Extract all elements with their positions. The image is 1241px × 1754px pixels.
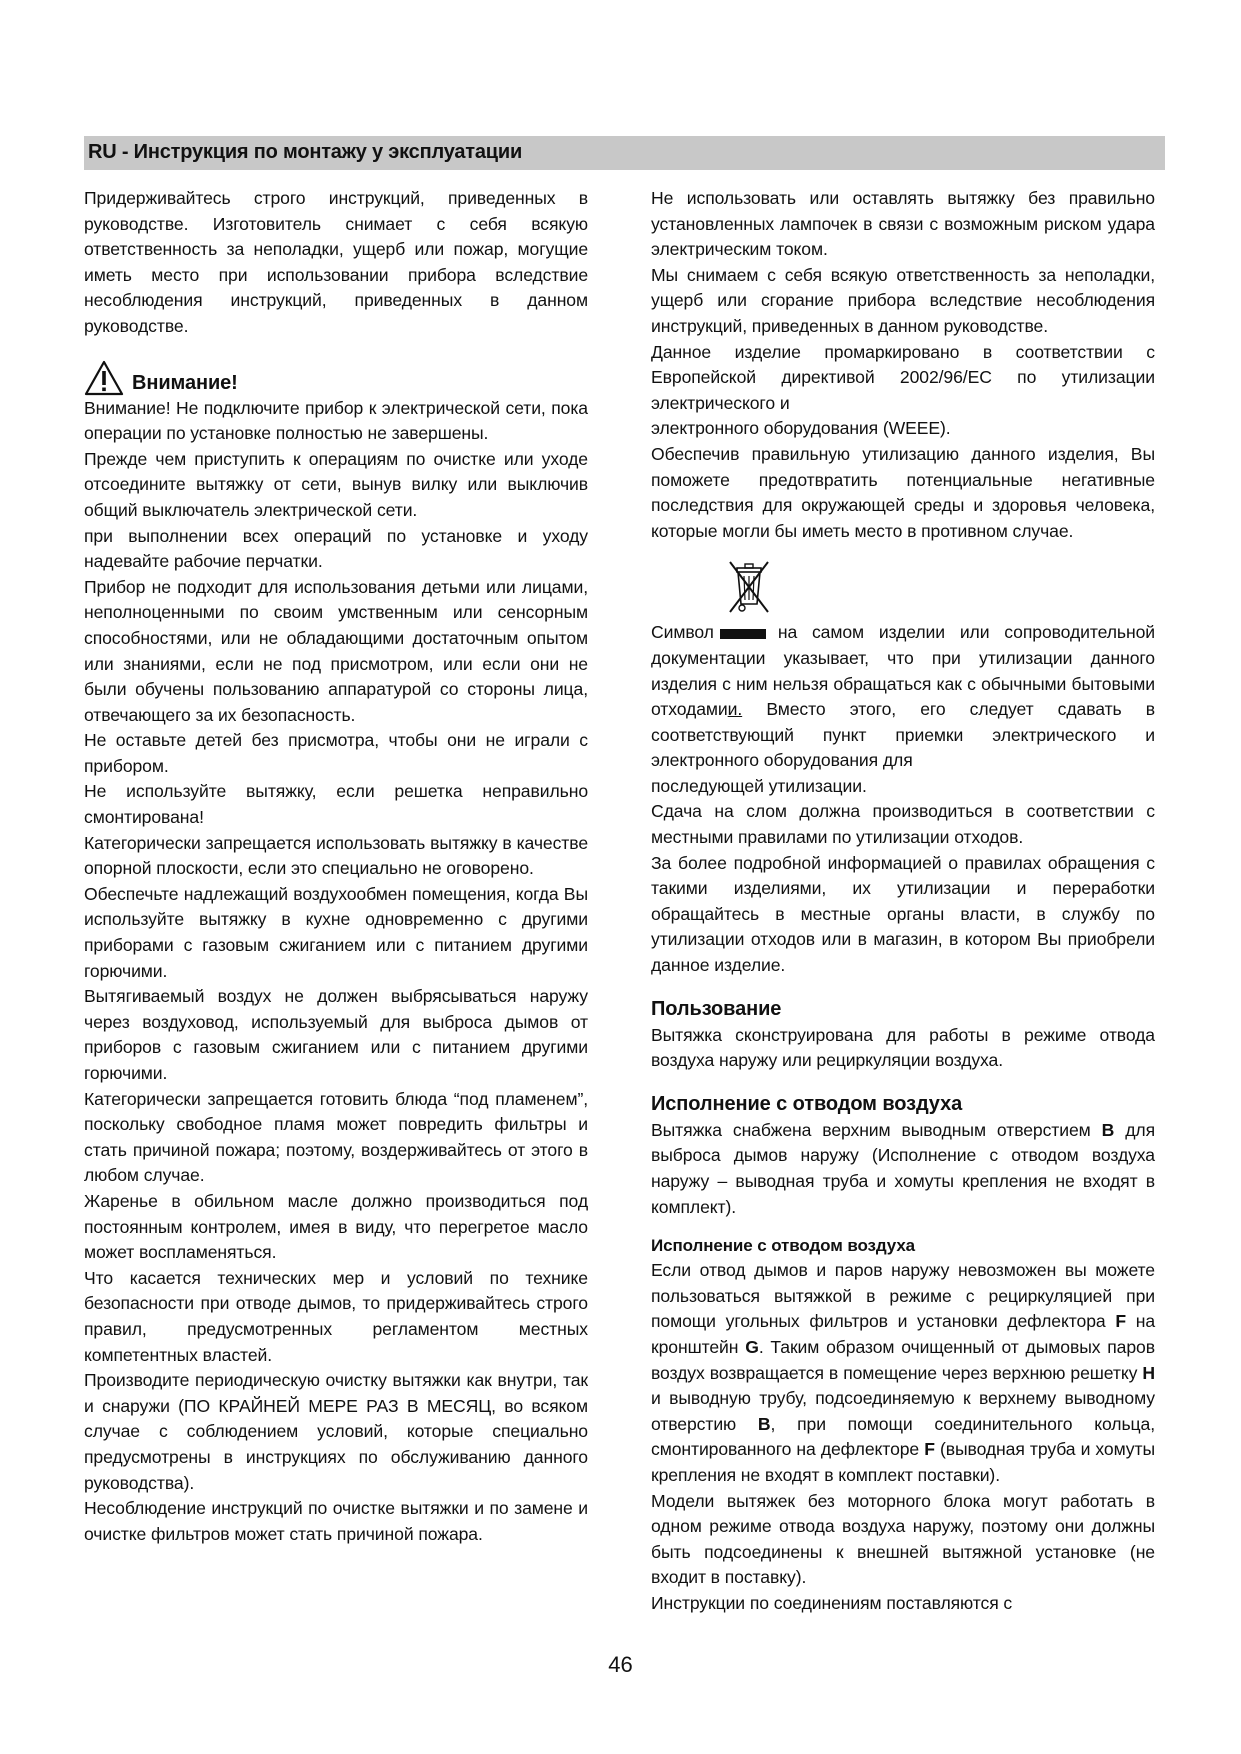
page-title: RU - Инструкция по монтажу у эксплуатации [88, 141, 523, 163]
page-number: 46 [608, 1652, 633, 1677]
symbol-paragraph-cont: последующей утилизации. [651, 775, 867, 796]
warning-heading [84, 356, 588, 396]
usage-paragraph: Вытяжка сконструирована для работы в режиме отвода воздуха наружу или рециркуляции воздуха. [651, 1024, 1155, 1071]
recirc-text: . Таким образом очищенный от дымовых паров воздух возвращается в помещение через верхнюю решетку [651, 1336, 1155, 1383]
recirc-text: на кронштейн [651, 1311, 1156, 1357]
info-paragraph: За более подробной информацией о правилах обращения с такими изделиями, их утилизации и переработки обращайтесь в местные органы власти, в службу по утилизации отходов или в магазин, в котором Вы приобрели данное изделие. [651, 852, 1155, 976]
weee-symbol-block [651, 544, 1155, 620]
connections-paragraph: Инструкции по соединениям поставляются с [651, 1592, 1013, 1613]
warning-title: Внимание! [132, 371, 238, 394]
part-label-b: B [1101, 1119, 1115, 1140]
warning-paragraph: Обеспечьте надлежащий воздухообмен помещения, когда Вы используйте вытяжку в кухне одновременно с другими приборами с газовым сжиганием или с питанием другими горючими. [84, 883, 588, 981]
recirc-text: Если отвод дымов и паров наружу невозможен вы можете пользоваться вытяжкой в режиме с рециркуляцией при помощи угольных фильтров и установки дефлектора [651, 1260, 1155, 1332]
warning-paragraph: Прежде чем приступить к операциям по очистке или уходе отсоедините вытяжку от сети, вынув вилку или выключив общий выключатель электрической сети. [84, 448, 588, 520]
exhaust-heading: Исполнение с отводом воздуха [651, 1092, 963, 1115]
exhaust-text: Вытяжка снабжена верхним выводным отверстием [651, 1119, 1102, 1140]
symbol-paragraph [651, 620, 1155, 774]
section-header-bar [84, 136, 1165, 170]
recirculation-heading: Исполнение с отводом воздуха [651, 1236, 916, 1256]
right-column [651, 186, 1155, 1617]
exhaust-text-cont: для выброса дымов наружу (Исполнение с отводом воздуха наружу – выводная труба и хомуты крепления не входят в комплект). [651, 1119, 1155, 1217]
warning-paragraph: Не используйте вытяжку, если решетка неправильно смонтирована! [84, 781, 588, 828]
left-column [84, 186, 588, 1547]
part-label-f: F [1115, 1311, 1126, 1332]
warning-paragraph: Несоблюдение инструкций по очистке вытяжки и по замене и очистке фильтров может стать причиной пожара. [84, 1498, 588, 1544]
usage-heading: Пользование [651, 997, 782, 1020]
warning-paragraph: при выполнении всех операций по установке и уходу надевайте рабочие перчатки. [84, 525, 588, 572]
warning-paragraph: Не оставьте детей без присмотра, чтобы они не играли с прибором. [84, 730, 588, 776]
part-label-h: H [1142, 1362, 1155, 1383]
exhaust-paragraph [651, 1118, 1155, 1220]
recirc-text: и выводную трубу, подсоединяемую к верхнему выводному отверстию [651, 1388, 1155, 1434]
scrap-paragraph: Сдача на слом должна производиться в соответствии с местными правилами по утилизации отходов. [651, 801, 1155, 848]
symbol-paragraph-text: на самом изделии или сопроводительной документации указывает, что при утилизации данного изделия с ним нельзя обращаться как с обычными бытовыми отходами [651, 622, 1155, 720]
warning-paragraph: Жаренье в обильном масле должно производиться под постоянным контролем, имея в виду, что перегретое масло может воспламеняться. [84, 1190, 588, 1263]
part-label-f: F [924, 1439, 935, 1460]
warning-paragraph: Вытягиваемый воздух не должен выбрясываться наружу через воздуховод, используемый для выброса дымов от приборов с газовым сжиганием или с питанием другими горючими. [84, 986, 588, 1083]
warning-paragraph: Производите периодическую очистку вытяжки как внутри, так и снаружи (ПО КРАЙНЕЙ МЕРЕ РАЗ В МЕСЯЦ, во всяком случае с соблюдением условий, которые специально предусмотрены в инструкциях по обслуживанию данного руководства). [84, 1370, 588, 1493]
symbol-paragraph-tail: Вместо этого, его следует сдавать в соответствующий пункт приемки электрического и электронного оборудования для [651, 699, 1155, 771]
disposal-paragraph: Обеспечив правильную утилизацию данного изделия, Вы поможете предотвратить потенциальные негативные последствия для окружающей среды и здоровья человека, которые могли бы иметь место в противном случае. [651, 443, 1155, 541]
part-label-b: B [757, 1413, 771, 1434]
intro-paragraph: Придерживайтесь строго инструкций, приведенных в руководстве. Изготовитель снимает с себя всякую ответственность за неполадки, ущерб или пожар, могущие иметь место при использовании прибора вследствие несоблюдения инструкций, приведенных в данном руководстве. [84, 188, 588, 336]
warning-paragraph: Что касается технических мер и условий по технике безопасности при отводе дымов, то придерживайтесь строго правил, предусмотренных регламентом местных компетентных властей. [84, 1267, 588, 1365]
symbol-word: Символ [651, 622, 714, 643]
warning-paragraph: Внимание! Не подключите прибор к электрической сети, пока операции по установке полностью не завершены. [84, 397, 588, 444]
warning-paragraph: Категорически запрещается использовать вытяжку в качестве опорной плоскости, если это специально не оговорено. [84, 832, 588, 879]
recirc-text: (выводная труба и хомуты крепления не входят в комплект поставки). [651, 1439, 1155, 1485]
weee-directive-paragraph-cont: электронного оборудования (WEEE). [651, 418, 951, 439]
warning-paragraph: Прибор не подходит для использования детьми или лицами, неполноценными по своим умственным или сенсорным способностями, или не обладающими достаточным опытом или знаниями, если не под присмотром, или если они не были обучены пользованию аппаратурой со стороны лица, отвечающего за их безопасность. [84, 576, 588, 725]
recirc-text: , при помощи соединительного кольца, смонтированного на дефлекторе [651, 1413, 1155, 1460]
weee-directive-paragraph: Данное изделие промаркировано в соответствии с Европейской директивой 2002/96/EC по утилизации электрического и [651, 341, 1155, 413]
models-paragraph: Модели вытяжек без моторного блока могут работать в одном режиме отвода воздуха наружу, поэтому они должны быть подсоединены к внешней вытяжной установке (не входит в поставку). [651, 1490, 1155, 1588]
warning-triangle-icon [84, 360, 124, 396]
crossed-out-bin-icon [727, 558, 771, 616]
lamp-warning-paragraph: Не использовать или оставлять вытяжку без правильно установленных лампочек в связи с возможным риском удара электрическим током. [651, 188, 1155, 260]
part-label-g: G [745, 1336, 759, 1357]
liability-paragraph: Мы снимаем с себя всякую ответственность за неполадки, ущерб или сгорание прибора вследствие несоблюдения инструкций, приведенных в данном руководстве. [651, 264, 1155, 336]
warning-paragraph: Категорически запрещается готовить блюда “под пламенем”, поскольку свободное пламя может повредить фильтры и стать причиной пожара; поэтому, воздерживайтесь от этого в любом случае. [84, 1088, 588, 1186]
black-bar-symbol-icon [720, 629, 766, 639]
symbol-paragraph-underlined: и. [727, 699, 743, 720]
recirculation-paragraph [651, 1258, 1155, 1488]
